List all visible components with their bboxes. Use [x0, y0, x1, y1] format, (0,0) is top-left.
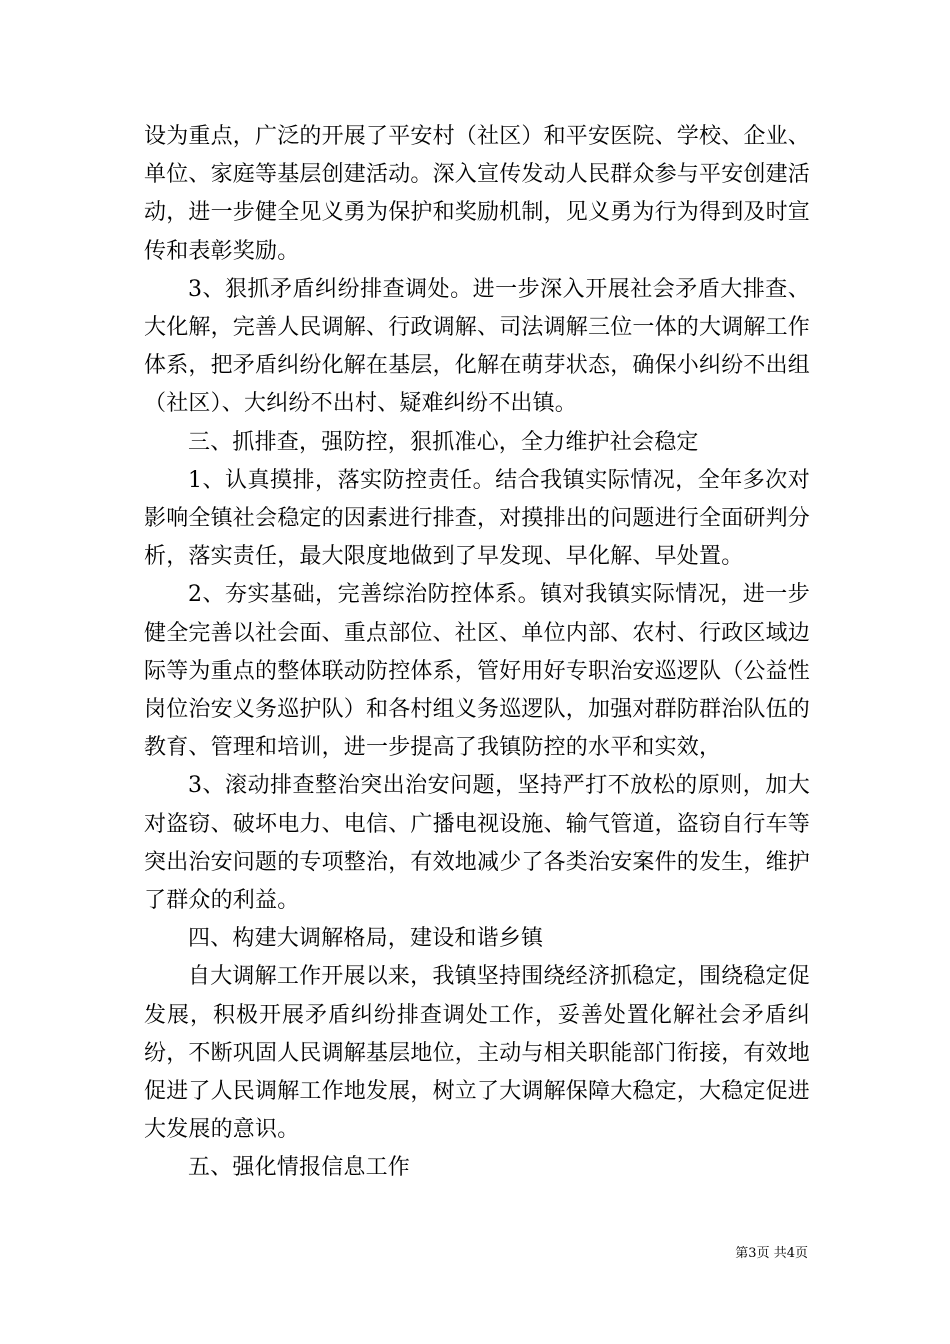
footer-suffix: 页 — [794, 1246, 808, 1261]
paragraph-4: 自大调解工作开展以来，我镇坚持围绕经济抓稳定，围绕稳定促发展，积极开展矛盾纠纷排查调处工作，妥善处置化解社会矛盾纠纷，不断巩固人民调解基层地位，主动与相关职能部门衔接，有效地促进了人民调解工作地发展，树立了大调解保障大稳定，大稳定促进大发展的意识。 — [144, 964, 811, 1143]
section-heading-4: 四、构建大调解格局，建设和谐乡镇 — [188, 926, 544, 952]
paragraph-3-1: 1、认真摸排，落实防控责任。结合我镇实际情况，全年多次对影响全镇社会稳定的因素进行排查，对摸排出的问题进行全面研判分析，落实责任，最大限度地做到了早发现、早化解、早处置。 — [144, 467, 811, 570]
paragraph-3-3: 3、滚动排查整治突出治安问题，坚持严打不放松的原则，加大对盗窃、破坏电力、电信、广播电视设施、输气管道，盗窃自行车等突出治安问题的专项整治，有效地减少了各类治安案件的发生，维护了群众的利益。 — [144, 773, 811, 914]
paragraph-2: 3、狠抓矛盾纠纷排查调处。进一步深入开展社会矛盾大排查、大化解，完善人民调解、行政调解、司法调解三位一体的大调解工作体系，把矛盾纠纷化解在基层，化解在萌芽状态，确保小纠纷不出组（社区）、大纠纷不出村、疑难纠纷不出镇。 — [144, 276, 811, 417]
footer-current-page: 3 — [748, 1246, 757, 1261]
footer-total-pages: 4 — [786, 1246, 795, 1261]
document-body — [144, 118, 810, 1188]
page-footer — [0, 1246, 808, 1262]
section-heading-3: 三、抓排查，强防控，狠抓准心，全力维护社会稳定 — [188, 429, 699, 455]
paragraph-3-2: 2、夯实基础，完善综治防控体系。镇对我镇实际情况，进一步健全完善以社会面、重点部位、社区、单位内部、农村、行政区域边际等为重点的整体联动防控体系，管好用好专职治安巡逻队（公益性岗位治安义务巡护队）和各村组义务巡逻队，加强对群防群治队伍的教育、管理和培训，进一步提高了我镇防控的水平和实效， — [144, 582, 811, 761]
footer-middle: 页 共 — [756, 1246, 787, 1261]
footer-prefix: 第 — [735, 1246, 749, 1261]
paragraph-1: 设为重点，广泛的开展了平安村（社区）和平安医院、学校、企业、单位、家庭等基层创建活动。深入宣传发动人民群众参与平安创建活动，进一步健全见义勇为保护和奖励机制，见义勇为行为得到及时宣传和表彰奖励。 — [144, 124, 811, 264]
section-heading-5: 五、强化情报信息工作 — [188, 1155, 411, 1181]
